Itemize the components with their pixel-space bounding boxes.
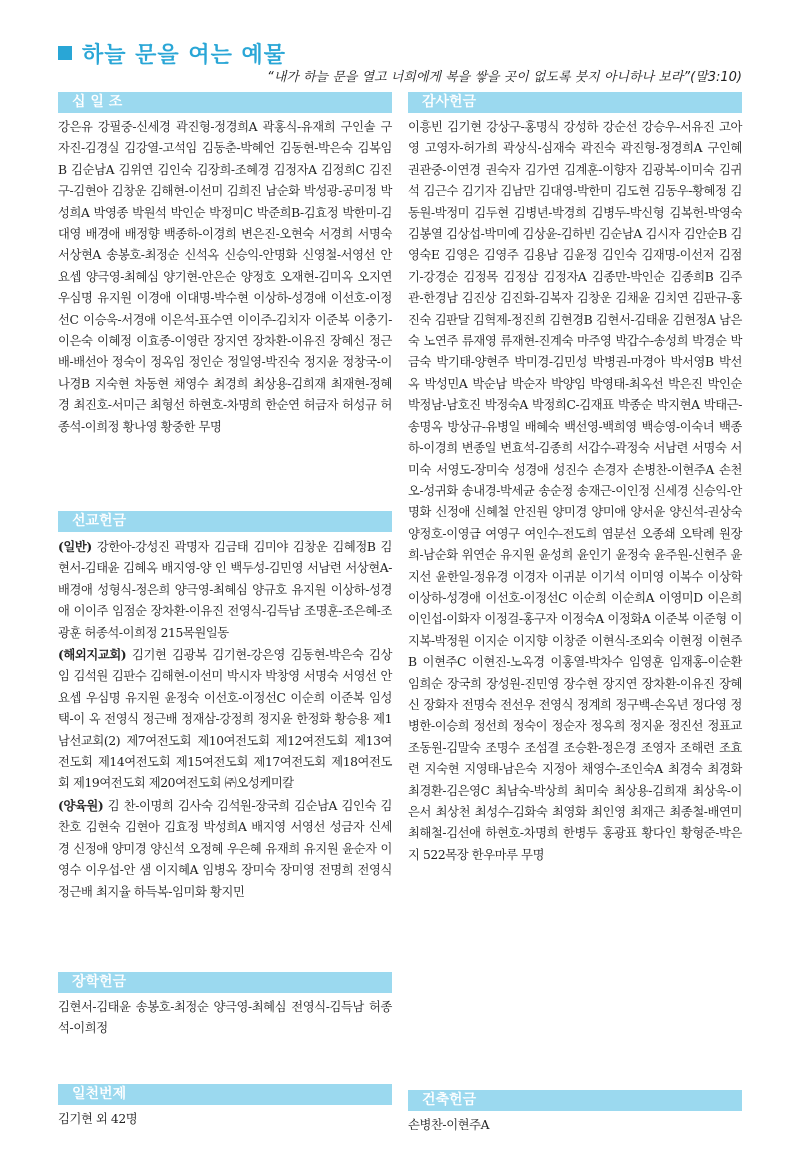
mission-tag-general: (일반) <box>58 539 92 554</box>
mission-paragraph-orphanage <box>58 795 392 903</box>
mission-text-orphanage: 김 찬-이명희 김사숙 김석원-장국희 김순남A 김인숙 김찬호 김현숙 김현아 김효정 박성희A 배지영 서영선 성금자 신세경 신정애 양미경 양신석 오정혜 우은혜 유재희 유지원 윤순자 이영수 이우섭-안 샘 이지혜A 임병옥 장미숙 장미영 전명희 전영식 정근배 최지율 하득복-임미화 황지민 <box>58 798 392 899</box>
section-text-building: 손병찬-이현주A <box>408 1118 490 1132</box>
square-bullet-icon <box>58 46 72 60</box>
section-text-scholarship: 김현서-김태윤 송봉호-최정순 양극영-최혜심 전영식-김득남 허종석-이희정 <box>58 1000 392 1036</box>
section-building <box>408 1090 742 1136</box>
section-text-thanks: 이흥빈 김기현 강상구-홍명식 강성하 강순선 강승우-서유진 고아영 고영자-허가희 곽상식-심재숙 곽진숙 곽진형-정경희A 구인혜 권관중-이연경 권숙자 김가연 김계훈-이향자 김광복-이미숙 김귀석 김근수 김기자 김남만 김대영-박한미 김도현 김동우-황혜정 김동원-박정미 김두현 김병년-박경희 김병두-박신형 김복헌-박영숙 김봉열 김상섭-박미예 김상윤-김하빈 김순남A 김시자 김안순B 김영숙E 김영은 김영주 김용남 김윤정 김인숙 김재명-이선저 김점기-강경순 김정목 김정삼 김정자A 김종만-박인순 김종희B 김주관-한경남 김진상 김진화-김복자 김창운 김채윤 김치연 김판규-홍진숙 김판달 김혁제-정진희 김현경B 김현서-김태윤 김현정A 남은숙 노연주 류재영 류재현-진계숙 마주영 박갑수-송성희 박경순 박금숙 박기태-양현주 박미경-김민성 박병권-마경아 박서영B 박선옥 박성민A 박순남 박순자 박양임 박영태-최옥선 박은진 박인순 박정남-남호진 박정숙A 박정희C-김재표 박종순 박지현A 박태근-송명옥 방상규-유병일 배혜숙 백선영-백희영 백승영-이숙녀 백종하-이경희 변종일 변효석-김종희 서갑수-곽정숙 서남련 서명숙 서미숙 서영도-장미숙 성경애 성진수 손경자 손병찬-이현주A 손천오-성귀화 송내경-박세균 송순정 송재근-이인정 신세경 신승익-안명화 신정애 신혜철 안진원 양미경 양미애 양서윤 양신석-권상숙 양정호-이영급 여영구 여인수-전도희 염분선 오종쇄 오탁례 원장희-남순화 위연순 유지원 윤성희 윤인기 윤정숙 윤주원-신현주 윤지선 윤한일-정유경 이경자 이귀분 이기석 이미영 이복수 이상학 이상하-성경애 이선호-이정선C 이순희 이순희A 이영미D 이은희 이인섭-이화자 이정걸-홍구자 이정숙A 이정화A 이준복 이준형 이지복-박정원 이지순 이지향 이창준 이현식-조외숙 이현정 이현주B 이현주C 이현진-노옥경 이홍열-박차수 임영훈 임재홍-이순환 임희순 장국희 장성원-진민영 장수현 장지연 장차환-이유진 장혜신 장화자 전명숙 전선우 전영식 정계희 정구백-손옥년 정다영 정병한-이승희 정선희 정숙이 정순자 정옥희 정지윤 정진선 정표교 조동원-김말숙 조명수 조섬결 조승환-정은경 조영자 조해련 조효련 지숙현 지영태-남은숙 지정아 채영수-조인숙A 최경숙 최경화 최경환-김은영C 최남숙-박상희 최미숙 최상용-김희재 최상욱-이은서 최상천 최성수-김화숙 최영화 최인영 최재근 최종철-배연미 최해철-김선애 하현호-차명희 한병두 홍광표 황다인 황형준-박은지 522목장 한우마루 무명 <box>408 120 742 862</box>
section-header-mission: 선교헌금 <box>58 511 392 532</box>
mission-tag-overseas: (해외지교회) <box>58 647 127 663</box>
page-title-text: 하늘 문을 여는 예물 <box>82 43 286 68</box>
section-text-mission <box>58 536 392 903</box>
section-mission <box>58 511 392 903</box>
section-header-scholarship: 장학헌금 <box>58 972 392 993</box>
page-title <box>58 38 286 69</box>
mission-text-overseas: 김기현 김광복 김기현-강은영 김동현-박은숙 김상임 김석원 김판수 김해현-이선미 박시자 박창영 서명숙 서영선 안요셉 우심명 유지원 윤정숙 이선호-이정선C 이순희 이준복 임성택-이 옥 전영식 정근배 정재삼-강정희 정지윤 한정화 황승용 제1남선교회(2) 제7여전도회 제10여전도회 제12여전도회 제13여전도회 제14여전도회 제15여전도회 제17여전도회 제18여전도회 제19여전도회 제20여전도회 ㈜오성케미칼 <box>58 648 392 791</box>
section-sipiljo <box>58 92 392 438</box>
mission-paragraph-general <box>58 536 392 644</box>
mission-paragraph-overseas <box>58 644 392 795</box>
mission-tag-orphanage: (양육원) <box>58 797 104 813</box>
section-scholarship <box>58 972 392 1040</box>
section-header-sipiljo: 십 일 조 <box>58 92 392 113</box>
section-header-thanks: 감사헌금 <box>408 92 742 113</box>
section-ilcheon <box>58 1084 392 1130</box>
section-thanks <box>408 92 742 866</box>
scripture-verse: “내가 하늘 문을 열고 너희에게 복을 쌓을 곳이 없도록 붓지 아니하나 보라”(말3:10) <box>266 70 742 85</box>
section-header-building: 건축헌금 <box>408 1090 742 1111</box>
section-text-sipiljo: 강은유 강필중-신세경 곽진형-정경희A 곽홍식-유재희 구인솔 구자진-김경실 김강열-고석임 김동춘-박혜언 김동현-박은숙 김복임B 김순남A 김위연 김인숙 김장희-조혜경 김정자A 김정희C 김진구-김현아 김창운 김해현-이선미 김희진 남순화 박성광-공미정 박성희A 박영종 박원석 박인순 박정미C 박준희B-김효정 박한미-김대영 배경애 배정향 백종하-이경희 변은진-오현숙 서경희 서명숙 서상현A 송봉호-최정순 신석옥 신승익-안명화 신영철-서영선 안요셉 양극영-최혜심 양기현-안은순 양정호 오재현-김미옥 오지연 우심명 유지원 이경애 이대명-박수현 이상하-성경애 이선호-이정선C 이승욱-서경애 이은석-표수연 이이주-김치자 이준복 이충기-이은숙 이혜정 이효종-이영란 장지연 장차환-이유진 장혜신 정근배-배선아 정숙이 정옥임 정인순 정일영-박진숙 정지윤 정창국-이나경B 지숙현 차동현 채영수 최경희 최상용-김희재 최재현-정혜경 최진호-서미근 최형선 하현호-차명희 한순연 허금자 허성규 허종석-이희정 황나영 황중한 무명 <box>58 120 392 434</box>
mission-text-general: 강한아-강성진 곽명자 김금태 김미야 김창운 김혜정B 김현서-김태윤 김혜옥 배지영-양 인 백두성-김민영 서남련 서상현A-배경애 성형식-정은희 양극영-최혜심 양규호 유지원 이상하-성경애 이이주 임점순 장차환-이유진 전영식-김득남 조명훈-조은혜-조광훈 허종석-이희정 215목원일동 <box>58 540 392 640</box>
section-text-ilcheon: 김기현 외 42명 <box>58 1112 138 1126</box>
section-header-ilcheon: 일천번제 <box>58 1084 392 1105</box>
